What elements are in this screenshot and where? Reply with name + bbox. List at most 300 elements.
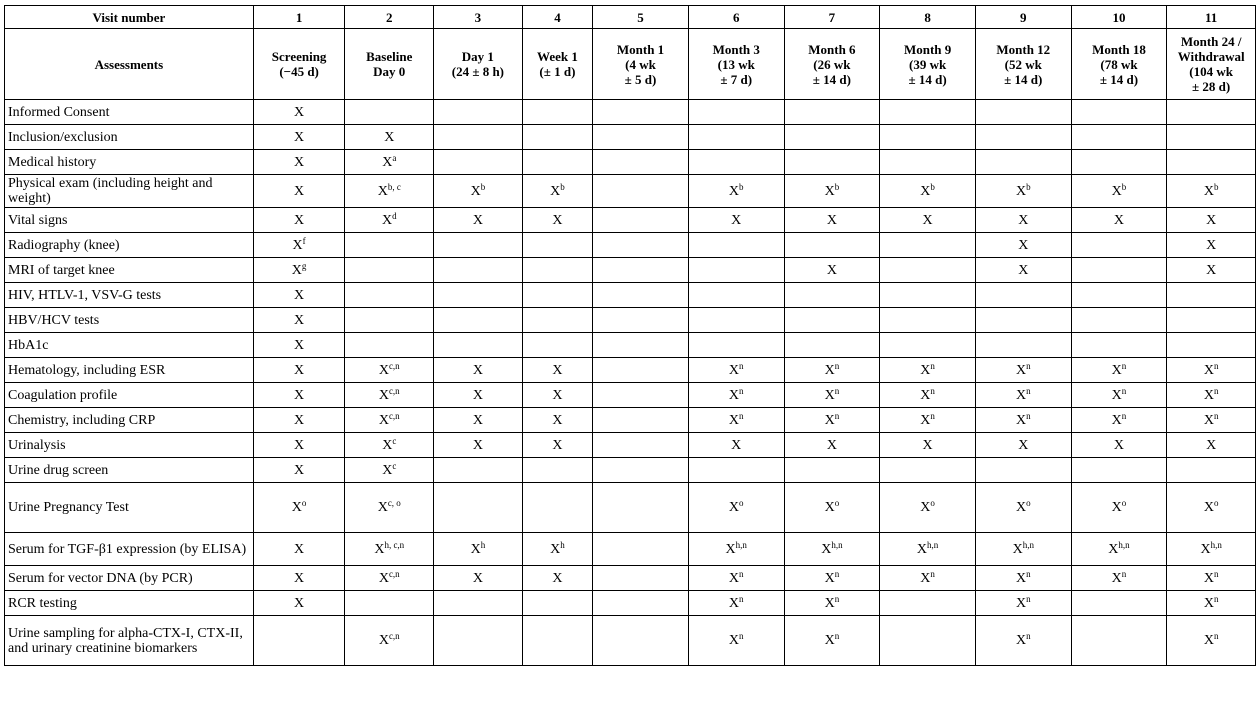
visit-period-line: (52 wk <box>1004 56 1042 72</box>
visit-period-line: ± 14 d) <box>908 71 947 87</box>
schedule-mark: X <box>1203 412 1214 428</box>
assessment-row <box>5 358 1256 383</box>
schedule-mark: X <box>725 541 736 557</box>
schedule-cell <box>522 483 593 533</box>
schedule-cell <box>880 100 976 125</box>
visit-period-line: ± 14 d) <box>1004 71 1043 87</box>
visit-number: 8 <box>880 6 976 29</box>
schedule-cell <box>688 333 784 358</box>
visit-number: 10 <box>1071 6 1167 29</box>
schedule-cell <box>522 233 593 258</box>
footnote-marker: h,n <box>735 539 747 550</box>
visit-period-line: (13 wk <box>717 56 755 72</box>
footnote-marker: h,n <box>1210 539 1222 550</box>
footnote-marker: n <box>1121 360 1127 371</box>
schedule-cell <box>345 458 434 483</box>
visit-period-line: (39 wk <box>908 56 947 72</box>
footnote-marker: c,n <box>388 631 400 641</box>
schedule-cell <box>1167 283 1256 308</box>
assessment-row <box>5 533 1256 566</box>
schedule-cell <box>880 258 976 283</box>
footnote-marker: n <box>834 631 840 641</box>
schedule-mark: X <box>824 362 835 378</box>
schedule-mark: X <box>1018 437 1029 453</box>
visit-period-line: Month 18 <box>1092 41 1146 57</box>
schedule-cell <box>880 175 976 208</box>
assessment-row <box>5 175 1256 208</box>
schedule-cell <box>975 458 1071 483</box>
schedule-mark: X <box>374 541 385 557</box>
visit-period-line: Baseline <box>366 49 413 64</box>
schedule-cell <box>593 566 689 591</box>
assessment-name: Coagulation profile <box>5 383 254 408</box>
footnote-marker: c <box>392 435 397 446</box>
schedule-mark: X <box>731 437 742 453</box>
schedule-cell <box>688 408 784 433</box>
schedule-mark: X <box>378 633 389 648</box>
schedule-mark: X <box>824 387 835 403</box>
schedule-cell <box>593 208 689 233</box>
footnote-marker: o <box>930 498 935 508</box>
schedule-cell <box>522 433 593 458</box>
schedule-cell <box>522 408 593 433</box>
schedule-mark: X <box>1015 500 1027 515</box>
visit-period-line: (78 wk <box>1100 56 1138 72</box>
schedule-cell <box>688 175 784 208</box>
schedule-cell <box>593 308 689 333</box>
schedule-mark: X <box>377 500 388 515</box>
schedule-mark: X <box>824 412 835 428</box>
schedule-cell <box>434 408 523 433</box>
schedule-cell <box>345 208 434 233</box>
schedule-cell <box>1167 175 1256 208</box>
schedule-cell <box>975 208 1071 233</box>
visit-period-line: Month 3 <box>712 41 760 57</box>
visit-number-row <box>5 6 1256 29</box>
schedule-mark: X <box>1111 387 1122 403</box>
assessment-name: Urinalysis <box>5 433 254 458</box>
footnote-marker: n <box>739 360 744 371</box>
schedule-cell <box>345 100 434 125</box>
assessment-row <box>5 591 1256 616</box>
visit-period-line: (± 1 d) <box>539 64 576 79</box>
schedule-cell <box>784 483 880 533</box>
footnote-marker: c <box>392 460 397 471</box>
assessment-name: Physical exam (including height and weight) <box>5 175 254 208</box>
visit-period-line: ± 14 d) <box>1099 71 1139 87</box>
footnote-marker: h <box>560 539 565 550</box>
schedule-mark: X <box>292 237 303 253</box>
schedule-mark: X <box>550 183 561 199</box>
schedule-cell <box>688 383 784 408</box>
schedule-cell <box>784 458 880 483</box>
visit-number: 9 <box>975 6 1071 29</box>
schedule-cell <box>345 358 434 383</box>
schedule-mark: X <box>294 362 305 378</box>
schedule-cell <box>253 566 345 591</box>
visit-period-line: Day 1 <box>461 49 494 64</box>
schedule-mark: X <box>1203 633 1214 648</box>
schedule-cell <box>253 308 345 333</box>
assessment-row <box>5 308 1256 333</box>
schedule-mark: X <box>821 541 832 557</box>
assessment-name: Inclusion/exclusion <box>5 125 254 150</box>
schedule-mark: X <box>294 595 305 611</box>
schedule-cell <box>434 283 523 308</box>
schedule-cell <box>522 333 593 358</box>
schedule-mark: X <box>472 412 483 428</box>
visit-period <box>593 29 689 100</box>
schedule-cell <box>880 308 976 333</box>
assessment-row <box>5 100 1256 125</box>
schedule-cell <box>1167 616 1256 666</box>
schedule-cell <box>975 233 1071 258</box>
schedule-cell <box>253 483 345 533</box>
assessment-name: Serum for TGF-β1 expression (by ELISA) <box>5 533 254 566</box>
schedule-cell <box>975 175 1071 208</box>
schedule-cell <box>688 258 784 283</box>
schedule-cell <box>1167 458 1256 483</box>
schedule-cell <box>522 358 593 383</box>
footnote-marker: n <box>1026 410 1031 421</box>
footnote-marker: h,n <box>1022 539 1034 550</box>
footnote-marker: n <box>930 385 935 396</box>
assessment-row <box>5 125 1256 150</box>
schedule-mark: X <box>728 183 740 199</box>
schedule-cell <box>434 208 523 233</box>
schedule-cell <box>784 125 880 150</box>
footnote-marker: h,n <box>1118 539 1130 550</box>
schedule-mark: X <box>920 500 931 515</box>
schedule-cell <box>688 566 784 591</box>
schedule-cell <box>784 308 880 333</box>
footnote-marker: b <box>1213 181 1219 192</box>
footnote-marker: n <box>930 568 935 579</box>
schedule-cell <box>1071 458 1167 483</box>
assessment-name: HbA1c <box>5 333 254 358</box>
schedule-cell <box>1071 283 1167 308</box>
footnote-marker: o <box>1121 498 1127 508</box>
schedule-cell <box>784 208 880 233</box>
schedule-cell <box>1071 333 1167 358</box>
assessment-name: Hematology, including ESR <box>5 358 254 383</box>
schedule-mark: X <box>294 212 305 228</box>
schedule-cell <box>593 100 689 125</box>
schedule-cell <box>434 308 523 333</box>
schedule-mark: X <box>294 387 305 403</box>
schedule-mark: X <box>381 212 393 228</box>
schedule-cell <box>880 591 976 616</box>
footnote-marker: b <box>739 181 744 192</box>
assessment-name: Radiography (knee) <box>5 233 254 258</box>
visit-period-line: ± 14 d) <box>812 71 851 87</box>
schedule-cell <box>975 100 1071 125</box>
schedule-cell <box>434 591 523 616</box>
schedule-cell <box>522 308 593 333</box>
footnote-marker: n <box>1121 385 1127 396</box>
schedule-mark: X <box>1015 633 1027 648</box>
footnote-marker: b <box>834 181 840 192</box>
schedule-cell <box>253 150 345 175</box>
schedule-mark: X <box>472 212 483 228</box>
schedule-mark: X <box>1108 541 1119 557</box>
schedule-mark: X <box>1111 183 1122 199</box>
schedule-mark: X <box>1203 387 1214 403</box>
schedule-cell <box>688 283 784 308</box>
footnote-marker: o <box>739 498 744 508</box>
schedule-cell <box>345 308 434 333</box>
schedule-cell <box>434 175 523 208</box>
schedule-cell <box>345 483 434 533</box>
schedule-cell <box>345 233 434 258</box>
visit-period-line: Day 0 <box>373 64 406 79</box>
schedule-cell <box>975 150 1071 175</box>
schedule-cell <box>1167 150 1256 175</box>
schedule-mark: X <box>294 437 305 453</box>
schedule-cell <box>593 408 689 433</box>
schedule-cell <box>345 591 434 616</box>
schedule-mark: X <box>731 212 742 228</box>
schedule-mark: X <box>728 362 740 378</box>
schedule-cell <box>1071 616 1167 666</box>
schedule-cell <box>253 233 345 258</box>
schedule-mark: X <box>1200 541 1211 557</box>
schedule-mark: X <box>922 212 933 228</box>
schedule-cell <box>975 433 1071 458</box>
schedule-cell <box>434 233 523 258</box>
schedule-cell <box>593 150 689 175</box>
schedule-mark: X <box>728 387 740 403</box>
visit-period-line: Screening <box>271 49 327 64</box>
schedule-mark: X <box>1206 262 1217 278</box>
schedule-cell <box>1167 566 1256 591</box>
footnote-marker: h <box>480 539 486 550</box>
schedule-cell <box>975 383 1071 408</box>
visit-period-line: (26 wk <box>813 56 851 72</box>
assessment-name: Urine sampling for alpha-CTX-I, CTX-II, and urinary creatinine biomarkers <box>5 616 254 666</box>
assessment-row <box>5 150 1256 175</box>
visit-period-line: ± 28 d) <box>1192 79 1231 94</box>
assessment-row <box>5 433 1256 458</box>
footnote-marker: n <box>834 385 840 396</box>
schedule-cell <box>345 616 434 666</box>
schedule-cell <box>784 433 880 458</box>
schedule-mark: X <box>824 500 835 515</box>
schedule-mark: X <box>1018 262 1029 278</box>
schedule-mark: X <box>1015 183 1027 199</box>
schedule-mark: X <box>1015 387 1027 403</box>
visit-period-line: (24 ± 8 h) <box>451 64 505 79</box>
visit-period-line: Month 12 <box>996 41 1051 57</box>
visit-period-line: Month 9 <box>903 41 952 57</box>
schedule-cell <box>593 433 689 458</box>
assessment-name: Urine Pregnancy Test <box>5 483 254 533</box>
schedule-cell <box>1071 591 1167 616</box>
schedule-mark: X <box>1206 212 1217 228</box>
schedule-cell <box>784 358 880 383</box>
schedule-cell <box>688 591 784 616</box>
schedule-cell <box>593 533 689 566</box>
assessment-name: MRI of target knee <box>5 258 254 283</box>
schedule-mark: X <box>728 570 740 586</box>
schedule-cell <box>880 433 976 458</box>
schedule-cell <box>880 333 976 358</box>
assessment-name: HIV, HTLV-1, VSV-G tests <box>5 283 254 308</box>
schedule-cell <box>688 208 784 233</box>
schedule-cell <box>253 208 345 233</box>
footnote-marker: o <box>1213 498 1219 508</box>
schedule-cell <box>688 358 784 383</box>
footnote-marker: c,n <box>388 360 400 371</box>
schedule-cell <box>522 283 593 308</box>
schedule-cell <box>593 175 689 208</box>
schedule-mark: X <box>1111 500 1122 515</box>
schedule-cell <box>1167 125 1256 150</box>
footnote-marker: n <box>1026 631 1031 641</box>
assessment-name: Vital signs <box>5 208 254 233</box>
schedule-mark: X <box>916 541 928 557</box>
schedule-cell <box>345 283 434 308</box>
schedule-cell <box>593 283 689 308</box>
schedule-mark: X <box>1015 570 1027 586</box>
schedule-cell <box>345 125 434 150</box>
schedule-cell <box>784 283 880 308</box>
schedule-cell <box>784 591 880 616</box>
schedule-cell <box>593 616 689 666</box>
visit-number: 3 <box>434 6 523 29</box>
footnote-marker: a <box>392 152 397 163</box>
footnote-marker: c,n <box>388 410 400 421</box>
assessment-row <box>5 233 1256 258</box>
footnote-marker: c,n <box>388 568 400 579</box>
footnote-marker: n <box>1213 360 1219 371</box>
schedule-cell <box>522 458 593 483</box>
footnote-marker: n <box>1213 631 1219 641</box>
visit-number: 11 <box>1167 6 1256 29</box>
schedule-cell <box>688 533 784 566</box>
schedule-cell <box>975 566 1071 591</box>
schedule-cell <box>1167 591 1256 616</box>
visit-period-line: ± 5 d) <box>624 71 657 87</box>
visit-period <box>688 29 784 100</box>
schedule-mark: X <box>1111 570 1122 586</box>
footnote-marker: n <box>1213 410 1219 421</box>
schedule-mark: X <box>552 570 563 586</box>
schedule-cell <box>1071 308 1167 333</box>
schedule-mark: X <box>826 437 837 453</box>
footnote-marker: h,n <box>831 539 843 550</box>
schedule-cell <box>345 175 434 208</box>
visit-period-line: Month 1 <box>616 41 665 57</box>
schedule-mark: X <box>728 412 740 428</box>
schedule-mark: X <box>1018 237 1029 253</box>
footnote-marker: b <box>480 181 486 192</box>
schedule-cell <box>522 208 593 233</box>
schedule-cell <box>434 433 523 458</box>
schedule-mark: X <box>1206 237 1217 253</box>
schedule-mark: X <box>1015 595 1027 611</box>
assessment-row <box>5 566 1256 591</box>
schedule-mark: X <box>1018 212 1029 228</box>
schedule-mark: X <box>378 412 389 428</box>
schedule-cell <box>784 150 880 175</box>
footnote-marker: n <box>834 568 840 579</box>
schedule-cell <box>975 483 1071 533</box>
schedule-cell <box>880 125 976 150</box>
schedule-mark: X <box>1015 362 1027 378</box>
schedule-cell <box>593 233 689 258</box>
schedule-mark: X <box>550 541 561 557</box>
visit-period-line: (4 wk <box>625 56 656 72</box>
visit-period-line: Month 6 <box>808 41 856 57</box>
schedule-mark: X <box>470 183 481 199</box>
visit-number: 4 <box>522 6 593 29</box>
schedule-mark: X <box>552 387 563 403</box>
schedule-mark: X <box>728 500 740 515</box>
visit-period <box>784 29 880 100</box>
schedule-mark: X <box>472 437 483 453</box>
visit-number: 1 <box>253 6 345 29</box>
schedule-mark: X <box>826 262 837 278</box>
schedule-cell <box>784 175 880 208</box>
schedule-mark: X <box>294 570 305 586</box>
schedule-mark: X <box>378 362 389 378</box>
footnote-marker: d <box>392 210 397 221</box>
schedule-cell <box>345 408 434 433</box>
visit-period-line: Month 24 / <box>1180 34 1242 49</box>
footnote-marker: b <box>560 181 565 192</box>
schedule-mark: X <box>294 412 305 428</box>
assessment-row <box>5 458 1256 483</box>
visit-number: 2 <box>345 6 434 29</box>
schedule-cell <box>975 591 1071 616</box>
assessment-name: RCR testing <box>5 591 254 616</box>
schedule-cell <box>1071 125 1167 150</box>
schedule-mark: X <box>382 437 393 453</box>
visit-number-label: Visit number <box>5 6 254 29</box>
schedule-cell <box>880 458 976 483</box>
schedule-mark: X <box>552 412 563 428</box>
footnote-marker: n <box>1213 385 1219 396</box>
footnote-marker: n <box>1121 410 1127 421</box>
schedule-cell <box>880 233 976 258</box>
schedule-mark: X <box>1203 500 1214 515</box>
schedule-mark: X <box>920 570 931 586</box>
schedule-mark: X <box>1203 595 1214 611</box>
schedule-cell <box>1167 433 1256 458</box>
schedule-mark: X <box>291 500 302 515</box>
schedule-mark: X <box>728 633 740 648</box>
schedule-mark: X <box>1111 412 1122 428</box>
schedule-mark: X <box>470 541 481 557</box>
footnote-marker: n <box>1026 360 1031 371</box>
footnote-marker: c, o <box>387 498 401 508</box>
schedule-cell <box>880 533 976 566</box>
schedule-cell <box>1071 383 1167 408</box>
schedule-mark: X <box>1012 541 1023 557</box>
schedule-cell <box>593 458 689 483</box>
schedule-cell <box>688 125 784 150</box>
footnote-marker: n <box>834 593 840 604</box>
schedule-cell <box>1071 208 1167 233</box>
visit-period-line: (−45 d) <box>279 64 319 79</box>
schedule-mark: X <box>728 595 740 611</box>
schedule-mark: X <box>472 570 483 586</box>
schedule-cell <box>784 233 880 258</box>
schedule-cell <box>253 616 345 666</box>
schedule-cell <box>253 333 345 358</box>
schedule-mark: X <box>1203 570 1214 586</box>
